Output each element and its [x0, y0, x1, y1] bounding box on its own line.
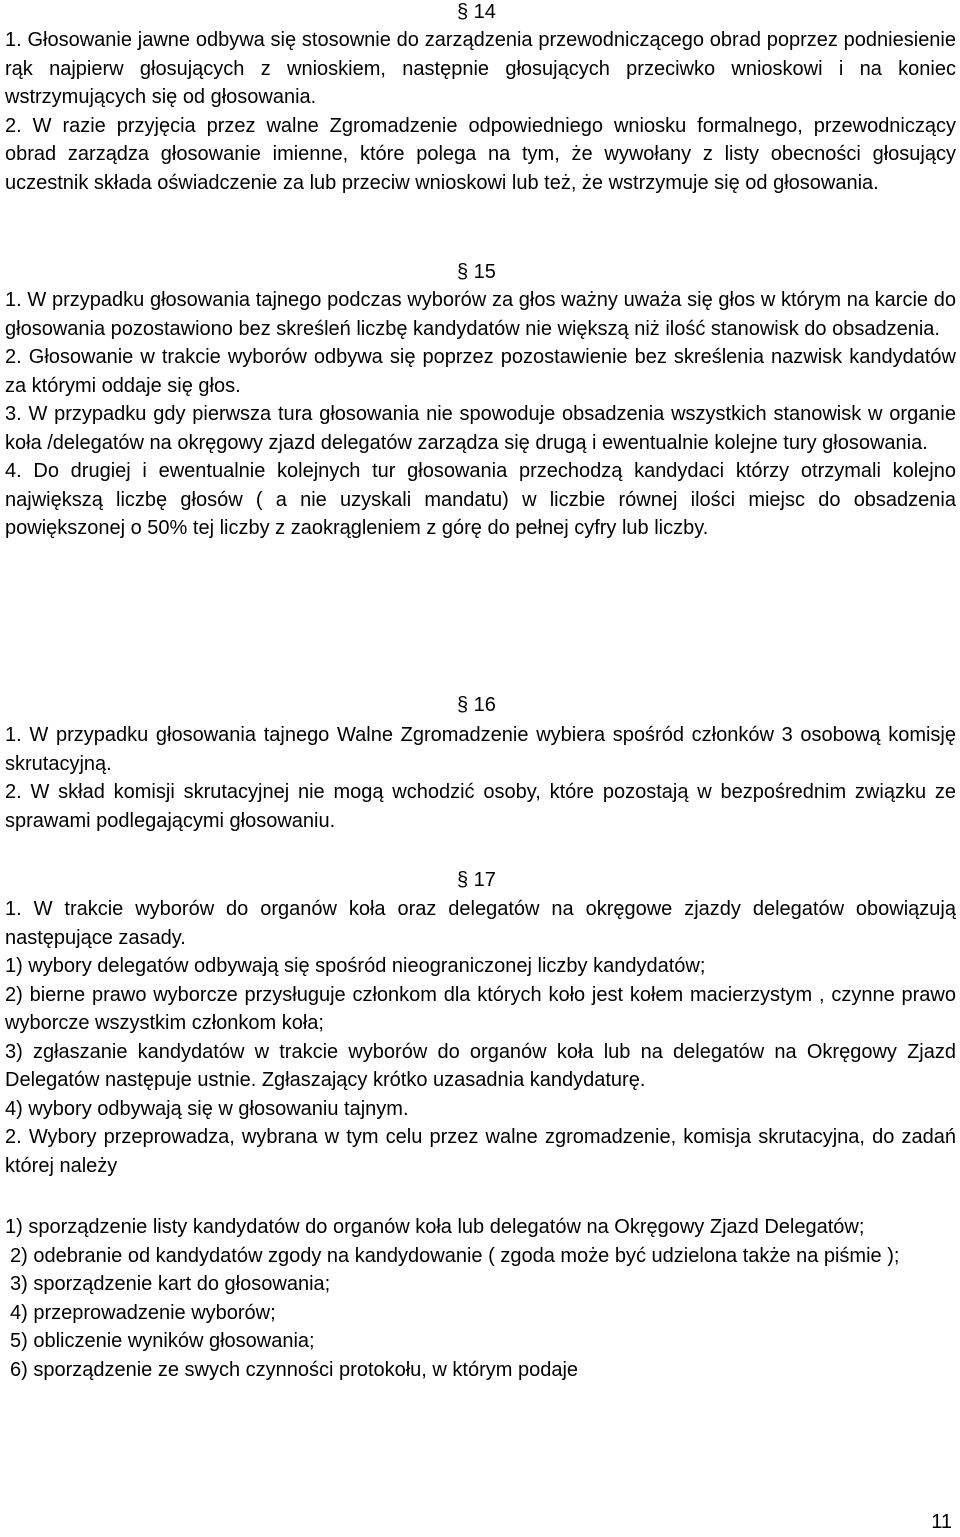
paragraph: 4. Do drugiej i ewentualnie kolejnych tur głosowania przechodzą kandydaci którzy otrzymali kolejno największą liczbę głosów ( a nie uzyskali mandatu) w liczbie równej ilości miejsc do obsadzenia powiększonej o 50% tej liczby z zaokrągleniem z górę do pełnej cyfry lub liczby.	[5, 460, 956, 539]
section-14-body	[5, 26, 956, 197]
list-item: 4) wybory odbywają się w głosowaniu tajnym.	[5, 1097, 409, 1120]
section-17-body	[5, 895, 956, 1180]
list-item: 4) przeprowadzenie wyborów;	[10, 1301, 276, 1324]
list-item: 2) bierne prawo wyborcze przysługuje członkom dla których koło jest kołem macierzystym , czynne prawo wyborcze wszystkim członkom koła;	[5, 983, 956, 1034]
section-heading-17: § 17	[457, 869, 496, 891]
section-15-body	[5, 286, 956, 543]
paragraph: 1. Głosowanie jawne odbywa się stosownie do zarządzenia przewodniczącego obrad poprzez podniesienie rąk najpierw głosujących z wnioskiem, następnie głosujących przeciwko wnioskowi i na koniec wstrzymujących się od głosowania.	[5, 29, 956, 108]
section-16-body	[5, 721, 956, 835]
paragraph: 3. W przypadku gdy pierwsza tura głosowania nie spowoduje obsadzenia wszystkich stanowisk w organie koła /delegatów na okręgowy zjazd delegatów zarządza się drugą i ewentualnie kolejne tury głosowania.	[5, 403, 956, 454]
section-heading-14: § 14	[457, 1, 496, 23]
paragraph: 1. W przypadku głosowania tajnego Walne Zgromadzenie wybiera spośród członków 3 osobową komisję skrutacyjną.	[5, 724, 956, 775]
paragraph: 1. W trakcie wyborów do organów koła oraz delegatów na okręgowe zjazdy delegatów obowiązują następujące zasady.	[5, 898, 956, 949]
list-item: 2) odebranie od kandydatów zgody na kandydowanie ( zgoda może być udzielona także na piśmie );	[10, 1244, 900, 1267]
paragraph: 2. Głosowanie w trakcie wyborów odbywa się poprzez pozostawienie bez skreślenia nazwisk kandydatów za którymi oddaje się głos.	[5, 346, 956, 397]
section-heading-15: § 15	[457, 261, 496, 283]
list-item: 1) sporządzenie listy kandydatów do organów koła lub delegatów na Okręgowy Zjazd Delegatów;	[5, 1216, 865, 1238]
list-item: 1) wybory delegatów odbywają się spośród nieograniczonej liczby kandydatów;	[5, 955, 706, 977]
list-item: 3) zgłaszanie kandydatów w trakcie wyborów do organów koła lub na delegatów na Okręgowy Zjazd Delegatów następuje ustnie. Zgłaszający krótko uzasadnia kandydaturę.	[5, 1040, 956, 1091]
paragraph: 2. W razie przyjęcia przez walne Zgromadzenie odpowiedniego wniosku formalnego, przewodniczący obrad zarządza głosowanie imienne, które polega na tym, że wywołany z listy obecności głosujący uczestnik składa oświadczenie za lub przeciw wnioskowi lub też, że wstrzymuje się od głosowania.	[5, 114, 956, 194]
paragraph: 1. W przypadku głosowania tajnego podczas wyborów za głos ważny uważa się głos w którym na karcie do głosowania pozostawiono bez skreśleń liczbę kandydatów nie większą niż ilość stanowisk do obsadzenia.	[5, 289, 956, 340]
page-number: 11	[931, 1511, 952, 1533]
section-heading-16: § 16	[457, 694, 496, 716]
paragraph: 2. W skład komisji skrutacyjnej nie mogą wchodzić osoby, które pozostają w bezpośrednim związku ze sprawami podlegającymi głosowaniu.	[5, 781, 956, 832]
list-item: 3) sporządzenie kart do głosowania;	[10, 1273, 331, 1295]
list-item: 6) sporządzenie ze swych czynności protokołu, w którym podaje	[10, 1358, 579, 1381]
list-item: 5) obliczenie wyników głosowania;	[10, 1330, 315, 1352]
paragraph: 2. Wybory przeprowadza, wybrana w tym celu przez walne zgromadzenie, komisja skrutacyjna, do zadań której należy	[5, 1126, 956, 1177]
section-17-tasks	[5, 1213, 905, 1384]
